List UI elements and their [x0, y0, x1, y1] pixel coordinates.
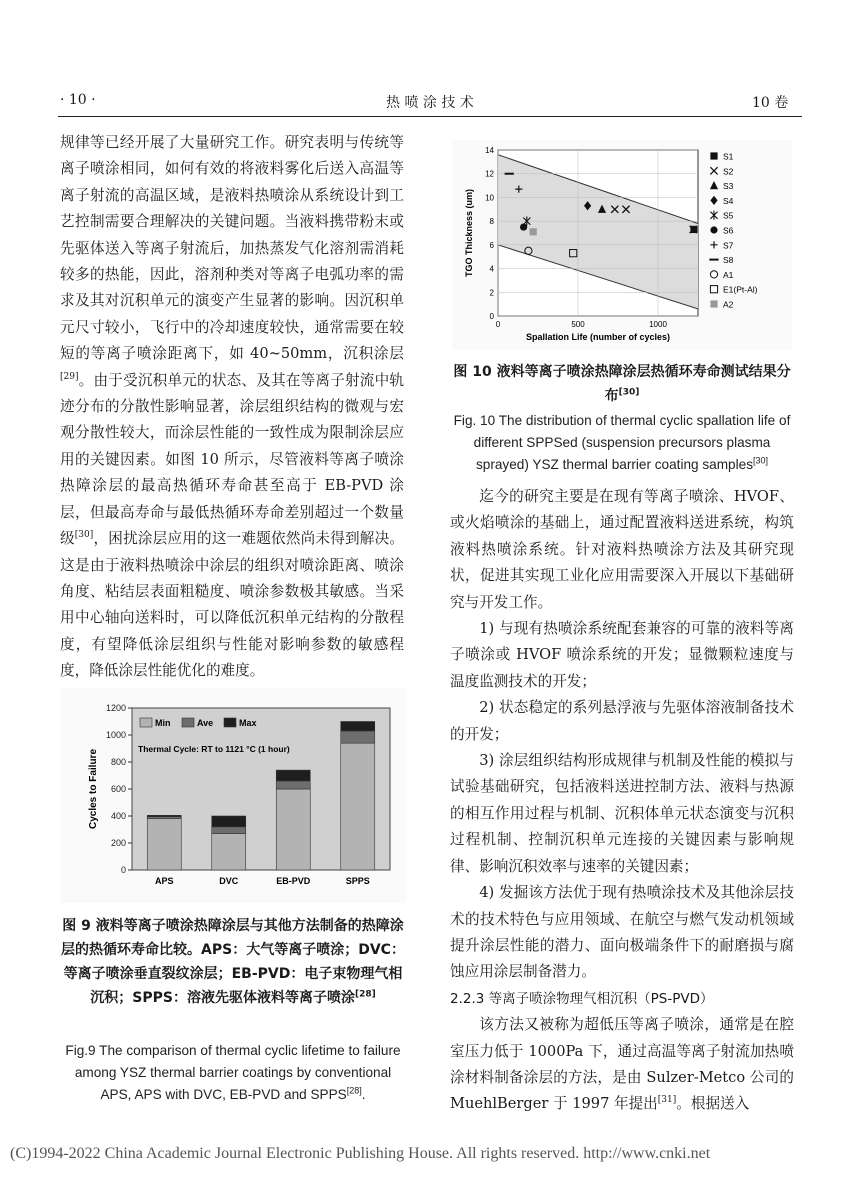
volume-label: 10 卷: [752, 95, 789, 111]
fig10-legend-label: E1(Pt-Al): [723, 284, 758, 295]
right-item-2: 2) 状态稳定的系列悬浮液与先驱体溶液制备技术的开发；: [450, 699, 794, 743]
fig9-ytick-label: 400: [110, 811, 126, 821]
fig9-category-label: APS: [154, 876, 174, 886]
fig10-legend-label: A1: [723, 269, 734, 280]
fig9-category-label: SPPS: [345, 876, 370, 886]
fig9-bar-chart: [60, 688, 406, 903]
fig9-ytick-label: 200: [110, 838, 126, 848]
fig9-ytick-label: 0: [120, 865, 126, 875]
fig9-bar-eb-pvd-max: [276, 770, 310, 781]
fig9-bar-spps-ave: [341, 731, 375, 743]
fig10-xtick-label: 0: [495, 320, 501, 329]
fig10-caption-en-ref: [30]: [753, 455, 769, 466]
section-heading: 2.2.3 等离子喷涂物理气相沉积（PS-PVD）: [450, 990, 714, 1007]
fig10-legend-marker: [710, 226, 717, 233]
fig10-legend-marker: [710, 196, 717, 205]
fig10-legend-marker: [710, 181, 718, 189]
fig9-caption-zh-text: 图 9 液料等离子喷涂热障涂层与其他方法制备的热障涂层的热循环寿命比较。APS：大气等离子喷涂；DVC：等离子喷涂垂直裂纹涂层；EB-PVD：电子束物理气相沉积；SPPS：溶液先驱体液料等离子喷涂: [61, 918, 405, 1006]
fig9-ytick-label: 600: [110, 784, 126, 794]
fig9-legend-swatch: [224, 718, 236, 727]
fig10-ytick-label: 12: [485, 169, 494, 179]
fig9-ytick-label: 1000: [105, 730, 126, 740]
paragraph-1-end: ，困扰涂层应用的这一难题依然尚未得到解决。这是由于液料热喷涂中涂层的组织对喷涂距离、喷涂角度、粘结层表面粗糙度、喷涂参数极其敏感。当采用中心轴向送料时，可以降低沉积单元结构的分散程度，有望降低涂层组织与性能对影响参数的敏感程度，降低涂层性能优化的难度。: [60, 530, 404, 680]
fig10-caption-en-text: Fig. 10 The distribution of thermal cyclic spallation life of different SPPSed (suspension precursors plasma sprayed) YSZ thermal barrier coating samples: [453, 413, 791, 472]
fig9-legend-swatch: [182, 718, 194, 727]
fig10-caption-zh-ref: [30]: [618, 387, 640, 398]
page-number: · 10 ·: [60, 92, 96, 108]
copyright-footer: (C)1994-2022 China Academic Journal Electronic Publishing House. All rights reserved. http://www.cnki.net: [10, 1145, 711, 1162]
fig10-ytick-label: 10: [485, 193, 494, 203]
right-last-text: 该方法又被称为超低压等离子喷涂，通常是在腔室压力低于 1000Pa 下，通过高温等离子射流加热喷涂材料制备涂层的方法，是由 Sulzer-Metco 公司的 MuehlBerger 于 1997 年提出: [450, 1016, 794, 1113]
fig10-legend-marker: [710, 271, 717, 278]
fig9-caption-en-text: Fig.9 The comparison of thermal cyclic lifetime to failure among YSZ thermal barrier coatings by conventional APS, APS with DVC, EB-PVD and SPPS: [65, 1043, 401, 1102]
right-column-text: [450, 484, 794, 1118]
fig10-y-axis-label: TGO Thickness (um): [464, 188, 474, 278]
fig9-bar-aps-max: [147, 815, 181, 816]
fig10-legend-marker: [710, 241, 717, 248]
fig10-caption-zh-text: 图 10 液料等离子喷涂热障涂层热循环寿命测试结果分布: [453, 364, 791, 404]
fig10-xtick-label: 500: [571, 320, 585, 329]
fig9-ytick-label: 800: [110, 757, 126, 767]
fig10-scatter-chart: [452, 140, 792, 350]
fig9-bar-spps-max: [341, 722, 375, 731]
right-last-paragraph: [450, 1012, 794, 1118]
fig10-legend-label: S1: [723, 151, 734, 162]
fig10-ytick-label: 14: [485, 146, 494, 155]
fig10-xtick-label: 1000: [649, 320, 667, 329]
fig9-bar-spps-min: [341, 743, 375, 870]
fig9-category-label: DVC: [219, 876, 239, 886]
fig9-caption-en: [58, 1040, 408, 1106]
ref-29: [29]: [60, 371, 79, 382]
fig9-legend-label: Ave: [197, 718, 214, 728]
fig9-bar-dvc-max: [212, 816, 246, 827]
fig9-caption-en-end: .: [361, 1087, 366, 1102]
right-item-3: 3) 涂层组织结构形成规律与机制及性能的模拟与试验基础研究，包括液料送进控制方法、液料与热源的相互作用过程与机制、沉积体单元状态演变与沉积过程机制、控制沉积单元连接的关键因素与影响规律、影响沉积效率与速率的关键因素；: [450, 752, 794, 875]
fig10-legend-label: S3: [723, 181, 734, 192]
fig9-bar-dvc-ave: [212, 827, 246, 834]
right-item-4: 4) 发掘该方法优于现有热喷涂技术及其他涂层技术的技术特色与应用领域、在航空与燃气发动机领域提升涂层性能的潜力、面向极端条件下的耐磨损与腐蚀应用涂层制备潜力。: [450, 884, 794, 981]
fig10-legend-marker: [710, 300, 717, 307]
fig10-caption-en: [450, 410, 794, 476]
paragraph-1-continued: 。由于受沉积单元的状态、及其在等离子射流中轨迹分布的分散性影响显著，涂层组织结构的微观与宏观分散性较大，而涂层性能的一致性成为限制涂层应用的关键因素。如图 10 所示，尽管液料等离子喷涂热障涂层的最高热循环寿命甚至高于 EB-PVD 涂层，但最高寿命与最低热循环寿命差别超过一个数量级: [60, 371, 404, 548]
paragraph-1-text: 规律等已经开展了大量研究工作。研究表明与传统等离子喷涂相同，如何有效的将液料雾化后送入高温等离子射流的高温区域，是液料热喷涂从系统设计到工艺控制需要合理解决的关键问题。当液料携带粉末或先驱体送入等离子射流后，加热蒸发气化溶剂需消耗较多的热能，因此，溶剂种类对等离子电弧功率的需求及其对沉积单元的演变产生显著的影响。因沉积单元尺寸较小，飞行中的冷却速度较快，通常需要在较短的等离子喷涂距离下，如 40~50mm，沉积涂层: [60, 134, 404, 363]
fig10-legend-label: A2: [723, 299, 734, 310]
paragraph-1: [60, 130, 404, 685]
fig10-legend-label: S6: [723, 225, 734, 236]
fig10-legend-label: S7: [723, 240, 734, 251]
fig10-legend-label: S2: [723, 166, 734, 177]
right-last-end: 。根据送入: [676, 1095, 750, 1113]
fig10-ytick-label: 6: [489, 240, 494, 250]
fig10-ytick-label: 0: [489, 312, 494, 321]
figure-9: [60, 688, 406, 903]
fig10-x-axis-label: Spallation Life (number of cycles): [525, 332, 671, 342]
ref-30: [30]: [74, 530, 94, 541]
fig9-category-label: EB-PVD: [276, 876, 311, 886]
fig10-legend-marker: [710, 152, 717, 159]
fig10-caption-zh: [450, 360, 794, 408]
fig9-bar-eb-pvd-min: [276, 789, 310, 870]
fig10-point-s6: [520, 223, 527, 230]
fig9-bar-dvc-min: [212, 834, 246, 870]
fig10-legend-marker: [710, 211, 717, 220]
fig10-ytick-label: 2: [489, 288, 494, 298]
fig9-ytick-label: 1200: [105, 703, 126, 713]
fig9-legend-swatch: [140, 718, 152, 727]
right-item-1: 1) 与现有热喷涂系统配套兼容的可靠的液料等离子喷涂或 HVOF 喷涂系统的开发；显微颗粒速度与温度监测技术的开发；: [450, 620, 794, 690]
fig9-annotation: Thermal Cycle: RT to 1121 °C (1 hour): [138, 744, 290, 754]
fig9-bar-aps-ave: [147, 817, 181, 819]
fig9-bar-eb-pvd-ave: [276, 781, 310, 789]
fig10-legend-marker: [710, 167, 717, 174]
fig10-legend-label: S8: [723, 255, 734, 266]
fig10-point-a2: [530, 228, 537, 235]
fig9-caption-zh-ref: [28]: [354, 989, 376, 1000]
fig9-legend-label: Min: [155, 718, 171, 728]
figure-10: [452, 140, 792, 350]
fig9-y-axis-label: Cycles to Failure: [88, 748, 99, 830]
journal-title: 热 喷 涂 技 术: [386, 95, 474, 111]
fig9-bar-aps-min: [147, 819, 181, 870]
left-column-text: [60, 130, 404, 685]
fig10-legend-label: S4: [723, 195, 734, 206]
ref-31: [31]: [657, 1095, 677, 1106]
fig10-ytick-label: 4: [489, 264, 494, 274]
fig10-ytick-label: 8: [489, 217, 494, 227]
fig9-caption-zh: [58, 914, 408, 1010]
fig9-caption-en-ref: [28]: [346, 1085, 362, 1096]
fig10-legend-marker: [710, 286, 717, 293]
fig10-legend-label: S5: [723, 210, 734, 221]
fig9-legend-label: Max: [239, 718, 257, 728]
right-intro: 迄今的研究主要是在现有等离子喷涂、HVOF、或火焰喷涂的基础上，通过配置液料送进系统，构筑液料热喷涂系统。针对液料热喷涂方法及其研究现状，促进其实现工业化应用需要深入开展以下基础研究与开发工作。: [450, 488, 794, 611]
header-rule: [58, 116, 802, 117]
